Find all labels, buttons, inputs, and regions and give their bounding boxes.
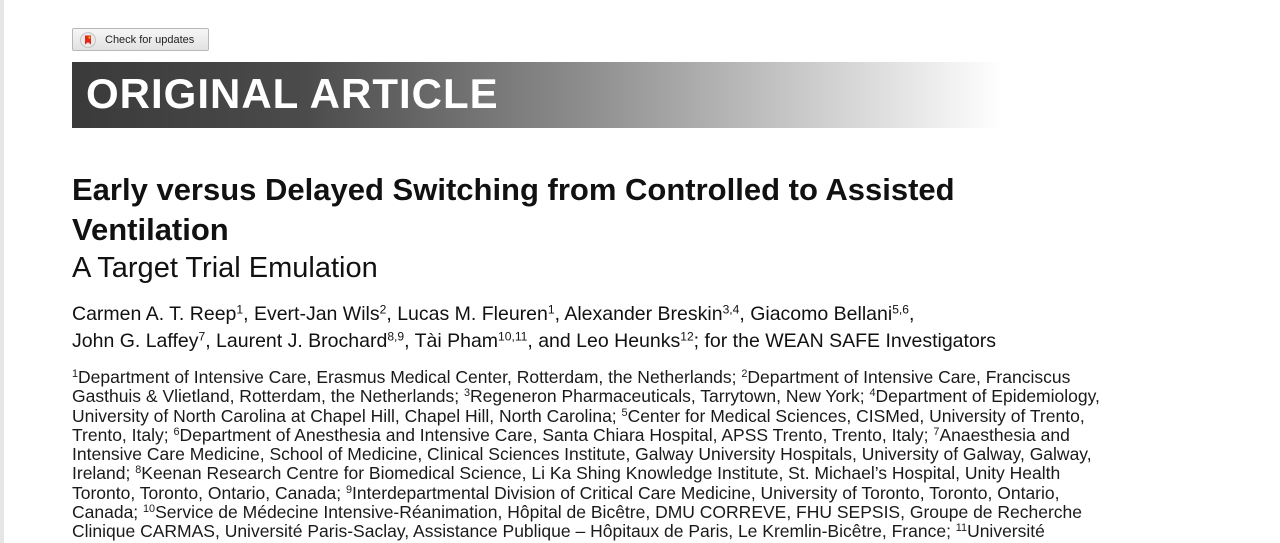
author-affiliation-mark: 1 [547,302,555,317]
article-title-line: Ventilation [72,212,229,247]
affiliation-mark: 5 [621,406,628,419]
affiliation-mark: 10 [143,503,156,516]
page-edge-rule [0,0,4,543]
affiliation-line [72,426,1212,445]
article-type-banner [72,62,1002,128]
affiliation-text: Gasthuis & Vlietland, Rotterdam, the Netherlands; [72,386,465,407]
check-for-updates-label: Check for updates [105,33,195,46]
author-name: , Tài Pham [404,330,499,352]
article-title [72,170,1112,250]
affiliation-mark: 2 [741,368,748,381]
affiliation-mark: 4 [869,387,876,400]
author-line-1 [72,301,1212,328]
affiliation-text: Department of Intensive Care, Erasmus Medical Center, Rotterdam, the Netherlands; [78,367,742,387]
affiliation-line [72,464,1212,483]
author-affiliation-mark: 2 [379,302,387,317]
check-for-updates-button[interactable] [72,28,209,51]
author-name: , Lucas M. Fleuren [386,303,548,325]
affiliation-mark: 1 [72,368,79,381]
affiliation-text: Toronto, Toronto, Ontario, Canada; [72,482,347,503]
affiliation-line [72,368,1212,387]
affiliation-line [72,387,1212,406]
affiliation-text: Université [967,521,1045,542]
author-name: John G. Laffey [72,330,199,352]
affiliation-line [72,407,1212,426]
author-affiliation-mark: 7 [198,329,206,344]
affiliation-text: Anaesthesia and [939,424,1070,445]
author-name: , and Leo Heunks [527,330,681,352]
affiliation-mark: 7 [933,425,940,438]
affiliation-mark: 3 [464,387,471,400]
affiliation-text: Clinique CARMAS, Université Paris-Saclay, Assistance Publique – Hôpitaux de Paris, Le Kremlin-Bicêtre, France; [72,521,956,542]
study-group-name: ; for the WEAN SAFE Investigators [693,330,997,352]
article-subtitle: A Target Trial Emulation [72,252,378,284]
check-updates-icon [80,32,96,48]
author-name: , Laurent J. Brochard [205,330,388,352]
author-list [72,301,1212,355]
article-title-line: Early versus Delayed Switching from Controlled to Assisted [72,172,955,207]
affiliation-mark: 9 [346,483,353,496]
affiliation-line [72,445,1212,464]
author-affiliation-mark: 8,9 [387,329,405,344]
affiliation-text: Department of Epidemiology, [875,386,1100,407]
affiliation-text: Trento, Italy; [72,424,174,445]
affiliation-line [72,484,1212,503]
affiliation-text: Intensive Care Medicine, School of Medicine, Clinical Sciences Institute, Galway University Hospitals, University of Galway, Galway, [72,444,1092,465]
author-name: Carmen A. T. Reep [72,303,237,325]
author-name: , Alexander Breskin [554,303,723,325]
author-affiliation-mark: 3,4 [722,302,740,317]
affiliation-mark: 8 [135,464,142,477]
affiliation-line [72,522,1212,541]
author-affiliation-mark: 12 [680,329,694,344]
article-type-label: ORIGINAL ARTICLE [86,70,499,117]
author-line-2 [72,328,1212,355]
author-affiliation-mark: 5,6 [892,302,909,317]
affiliation-line [72,503,1212,522]
affiliation-text: University of North Carolina at Chapel Hill, Chapel Hill, North Carolina; [72,405,622,426]
affiliation-list [72,368,1212,542]
affiliation-text: Department of Anesthesia and Intensive Care, Santa Chiara Hospital, APSS Trento, Trento, Italy; [179,424,934,445]
affiliation-text: Service de Médecine Intensive-Réanimation, Hôpital de Bicêtre, DMU CORREVE, FHU SEPSIS, Groupe de Recherche [155,502,1083,523]
author-name: , Giacomo Bellani [739,303,893,325]
author-name: , Evert-Jan Wils [243,303,380,325]
affiliation-text: Ireland; [72,463,136,484]
affiliation-text: Canada; [72,502,144,523]
affiliation-text: Regeneron Pharmaceuticals, Tarrytown, New York; [470,386,870,407]
affiliation-text: Keenan Research Centre for Biomedical Science, Li Ka Shing Knowledge Institute, St. Michael’s Hospital, Unity Health [141,463,1061,484]
author-affiliation-mark: 10,11 [498,329,528,344]
affiliation-text: Interdepartmental Division of Critical Care Medicine, University of Toronto, Toronto, Ontario, [352,482,1060,503]
affiliation-mark: 11 [955,522,968,535]
affiliation-mark: 6 [173,425,180,438]
author-separator: , [909,303,915,325]
affiliation-text: Center for Medical Sciences, CISMed, University of Trento, [627,405,1085,426]
author-affiliation-mark: 1 [236,302,244,317]
affiliation-text: Department of Intensive Care, Franciscus [747,367,1071,387]
